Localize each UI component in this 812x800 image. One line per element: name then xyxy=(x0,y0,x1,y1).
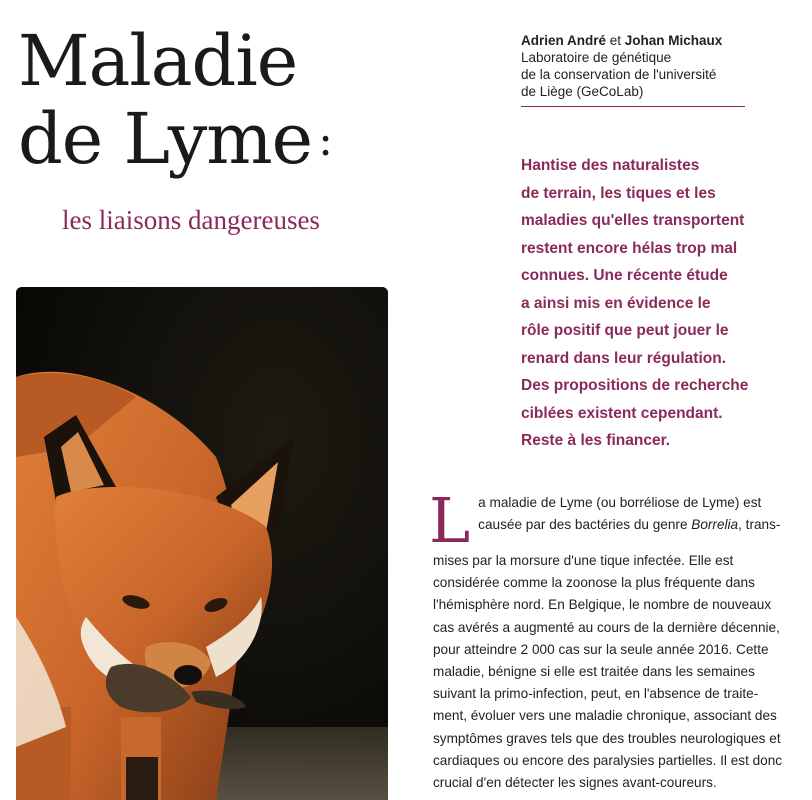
body-line: crucial d'en détecter les signes avant-coureurs. xyxy=(433,775,717,791)
subtitle: les liaisons dangereuses xyxy=(62,205,320,235)
author-name-1: Adrien André xyxy=(521,33,607,48)
author-name-2: Johan Michaux xyxy=(624,33,723,48)
body-line xyxy=(433,514,779,536)
title-block xyxy=(18,22,398,180)
title-colon: : xyxy=(318,115,332,166)
lead-line: Reste à les financer. xyxy=(521,432,671,449)
body-line: a maladie de Lyme (ou borréliose de Lyme) est xyxy=(478,495,762,510)
body-line: maladie, bénigne si elle est traitée dans les semaines xyxy=(433,664,755,680)
lead-line: ciblées existent cependant. xyxy=(521,404,723,422)
author-conj: et xyxy=(606,33,625,48)
body-text-fragment: causée par des bactéries du genre xyxy=(478,517,692,533)
body-line: symptômes graves tels que des troubles neurologiques et xyxy=(433,730,781,746)
title-line-2 xyxy=(18,100,398,180)
drop-cap: L xyxy=(429,484,471,557)
lead-paragraph xyxy=(521,152,781,455)
fox-illustration xyxy=(16,287,388,800)
lead-line: restent encore hélas trop mal xyxy=(521,239,738,257)
fox-photo xyxy=(16,287,388,800)
lead-line: Hantise des naturalistes xyxy=(521,157,700,174)
lead-line: de terrain, les tiques et les xyxy=(521,184,716,202)
article-body xyxy=(429,484,783,794)
author-names xyxy=(521,32,751,49)
title-line-2-text: de Lyme xyxy=(18,98,313,180)
body-line: ment, évoluer vers une maladie chronique, associant des xyxy=(433,708,777,724)
lead-line: Des propositions de recherche xyxy=(521,377,749,394)
lead-line: maladies qu'elles transportent xyxy=(521,212,745,229)
affiliation-line: de Liège (GeCoLab) xyxy=(521,84,644,99)
body-line: mises par la morsure d'une tique infectée. Elle est xyxy=(433,553,734,568)
body-line: suivant la primo-infection, peut, en l'absence de traite- xyxy=(433,686,759,702)
lead-line: a ainsi mis en évidence le xyxy=(521,294,711,312)
lead-line: renard dans leur régulation. xyxy=(521,349,726,367)
italic-genus: Borrelia xyxy=(691,517,739,533)
body-line: cas avérés a augmenté au cours de la dernière décennie, xyxy=(433,619,780,635)
body-line: pour atteindre 2 000 cas sur la seule année 2016. Cette xyxy=(433,641,769,657)
affiliation-line: de la conservation de l'université xyxy=(521,67,717,82)
title-line-1: Maladie xyxy=(18,20,298,102)
body-line: considérée comme la zoonose la plus fréquente dans xyxy=(433,575,755,591)
affiliation-line: Laboratoire de génétique xyxy=(521,50,672,65)
authors-divider xyxy=(521,106,745,107)
authors-block xyxy=(521,32,751,100)
body-line: cardiaques ou encore des paralysies partielles. Il est donc xyxy=(433,752,783,768)
body-line: l'hémisphère nord. En Belgique, le nombre de nouveaux xyxy=(433,597,772,613)
lead-line: rôle positif que peut jouer le xyxy=(521,322,729,339)
body-text-fragment: , trans- xyxy=(738,517,781,533)
lead-line: connues. Une récente étude xyxy=(521,267,728,284)
